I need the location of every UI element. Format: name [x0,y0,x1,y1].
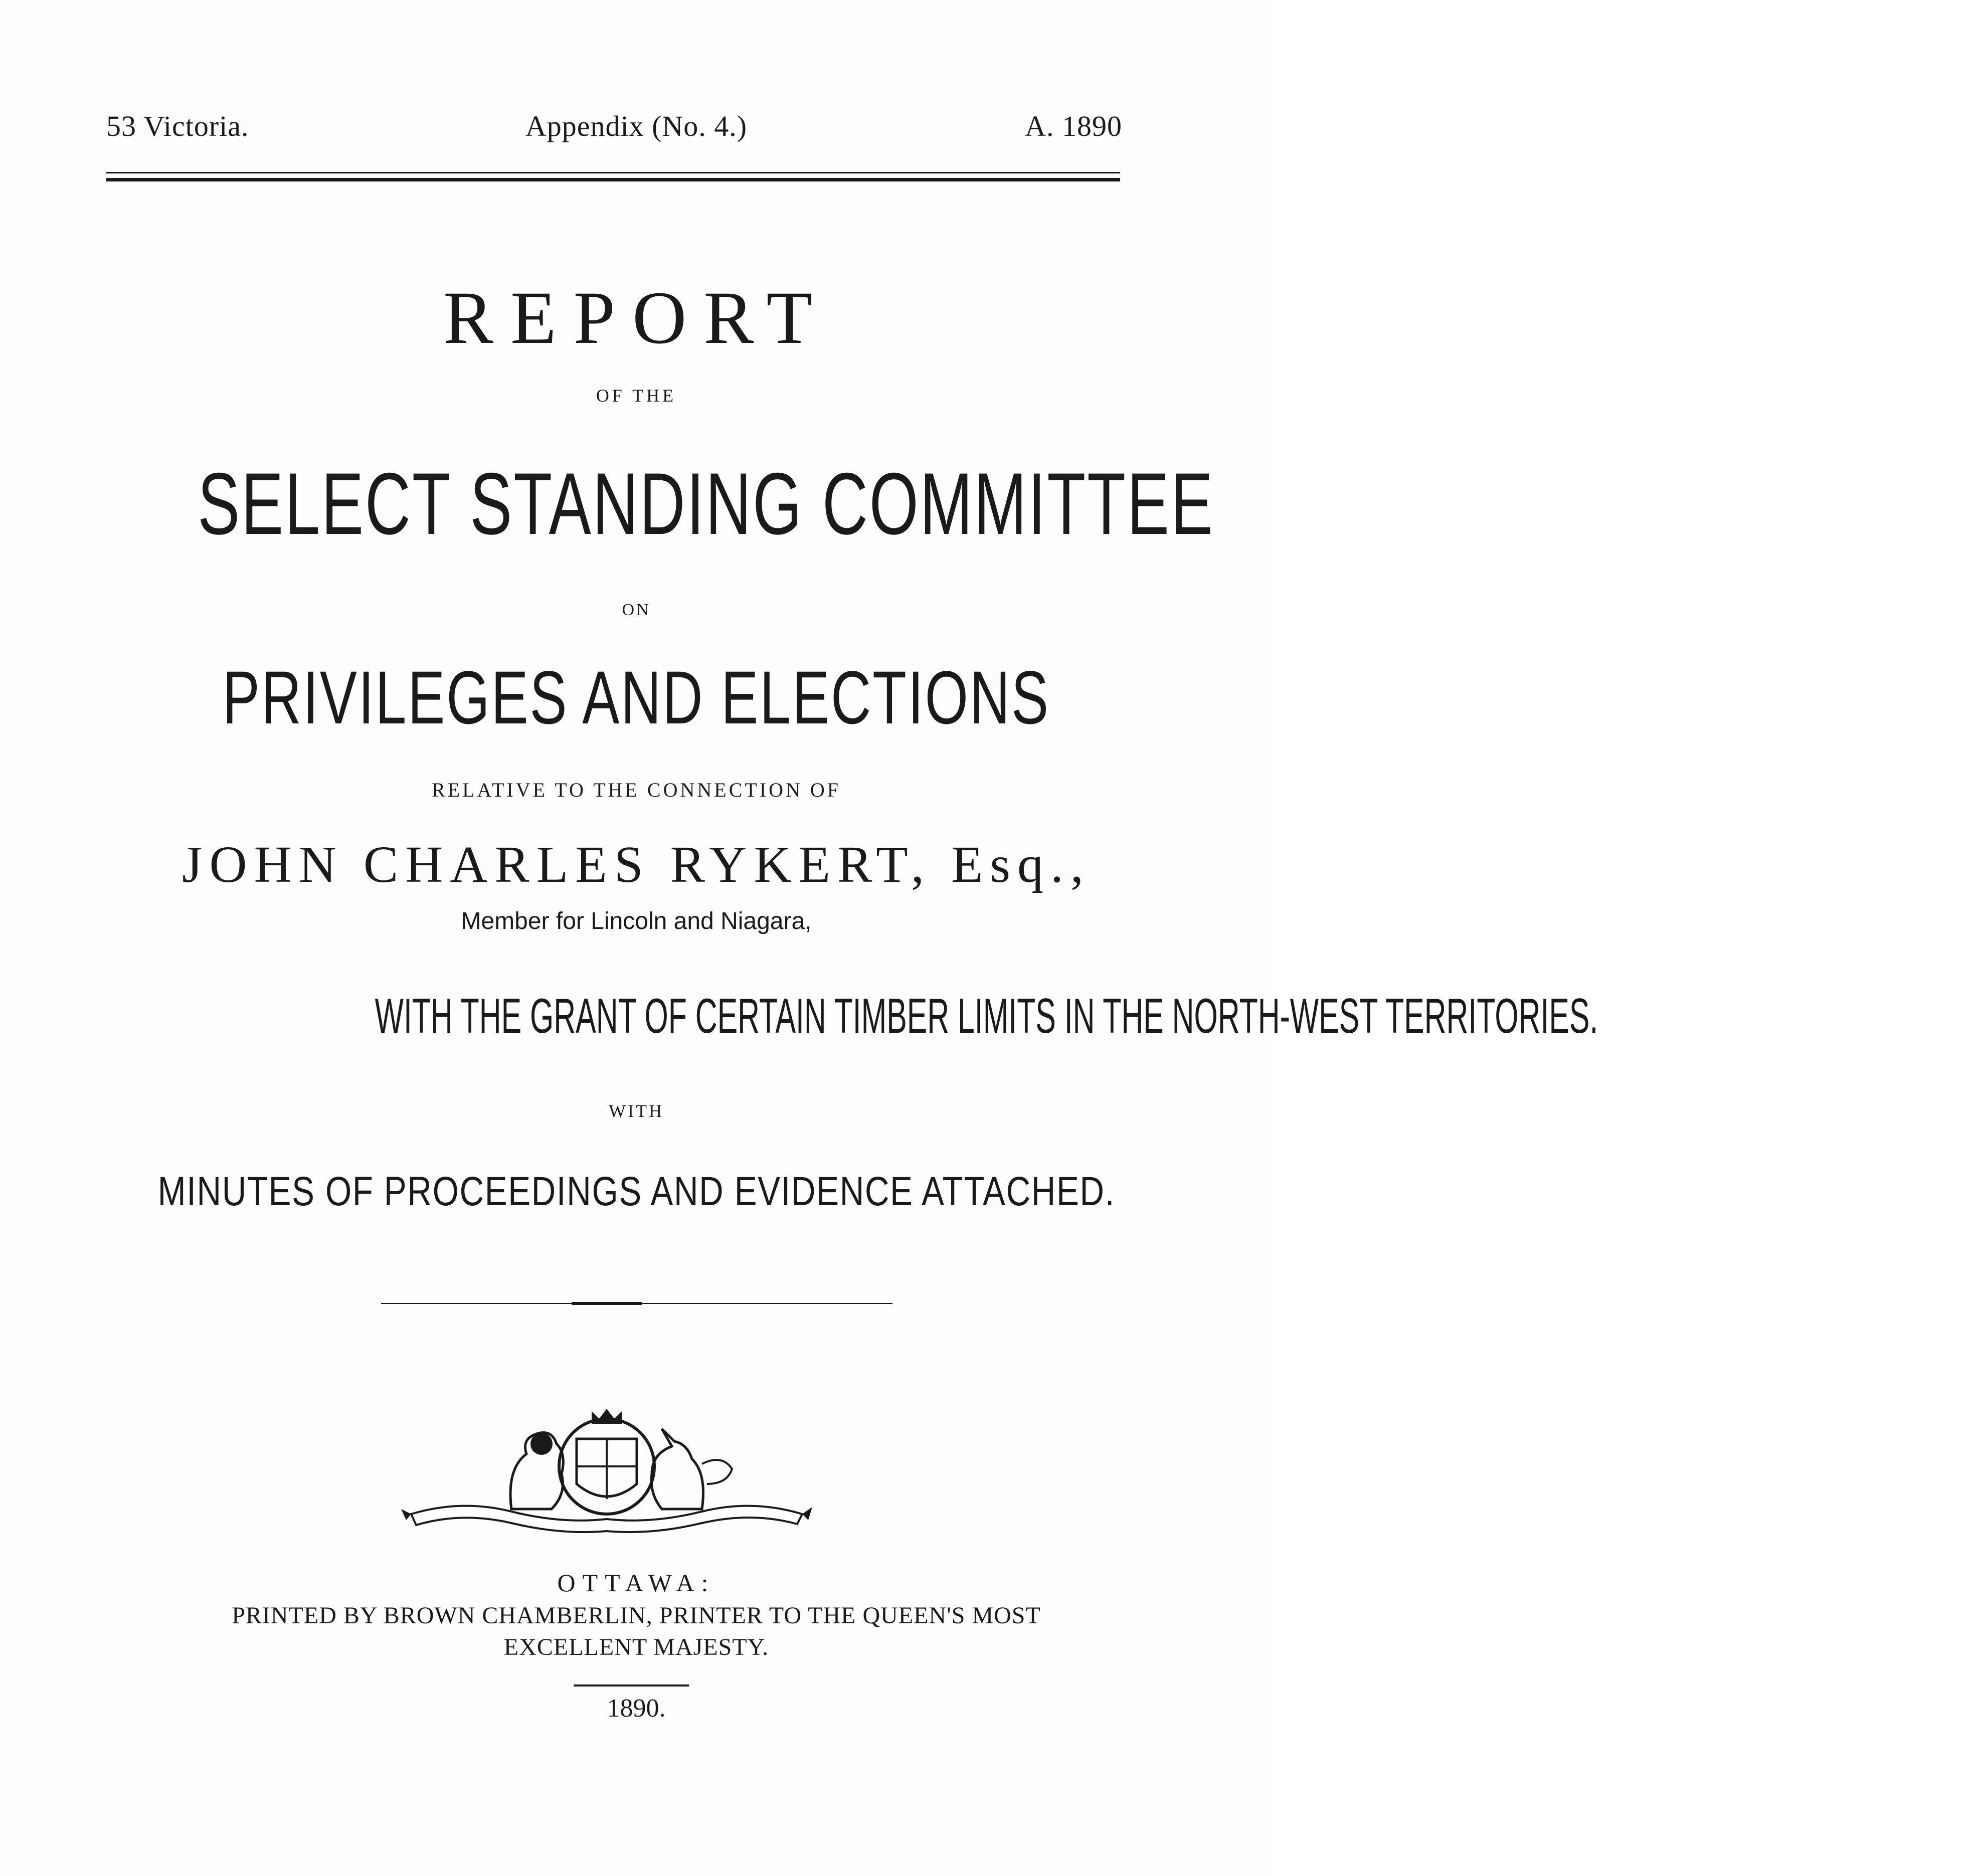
year-rule [574,1684,689,1686]
relative-label: RELATIVE TO THE CONNECTION OF [431,779,841,801]
header-rule-top [106,172,1120,173]
minutes-heading-text: MINUTES OF PROCEEDINGS AND EVIDENCE ATTACHED. [157,1169,1115,1214]
person-name: JOHN CHARLES RYKERT, Esq., [182,836,1091,893]
of-the-label: OF THE [596,386,677,406]
with-label: WITH [609,1101,664,1121]
session-label: 53 Victoria. [106,110,249,142]
ornamental-rule [381,1301,892,1305]
royal-coat-of-arms-icon [401,1409,812,1539]
grant-heading [0,988,1598,1044]
subject-heading [0,654,1273,741]
committee-heading-text: SELECT STANDING COMMITTEE [198,455,1214,553]
imprint-place: OTTAWA: [557,1569,715,1597]
subject-heading-text: PRIVILEGES AND ELECTIONS [222,655,1050,739]
header-rule-bottom [106,178,1120,181]
year-label: A. 1890 [1025,110,1122,142]
member-constituency: Member for Lincoln and Niagara, [461,908,812,934]
minutes-heading [0,1168,1273,1215]
committee-heading [0,454,1273,554]
imprint-year: 1890. [607,1694,666,1723]
grant-heading-text: WITH THE GRANT OF CERTAIN TIMBER LIMITS IN THE NORTH-WEST TERRITORIES. [375,988,1598,1043]
imprint-printer: PRINTED BY BROWN CHAMBERLIN, PRINTER TO THE QUEEN'S MOST [232,1602,1041,1629]
report-heading: REPORT [443,276,830,359]
appendix-label: Appendix (No. 4.) [525,110,748,142]
imprint-printer-continued: EXCELLENT MAJESTY. [503,1634,769,1660]
on-label: ON [622,601,651,619]
